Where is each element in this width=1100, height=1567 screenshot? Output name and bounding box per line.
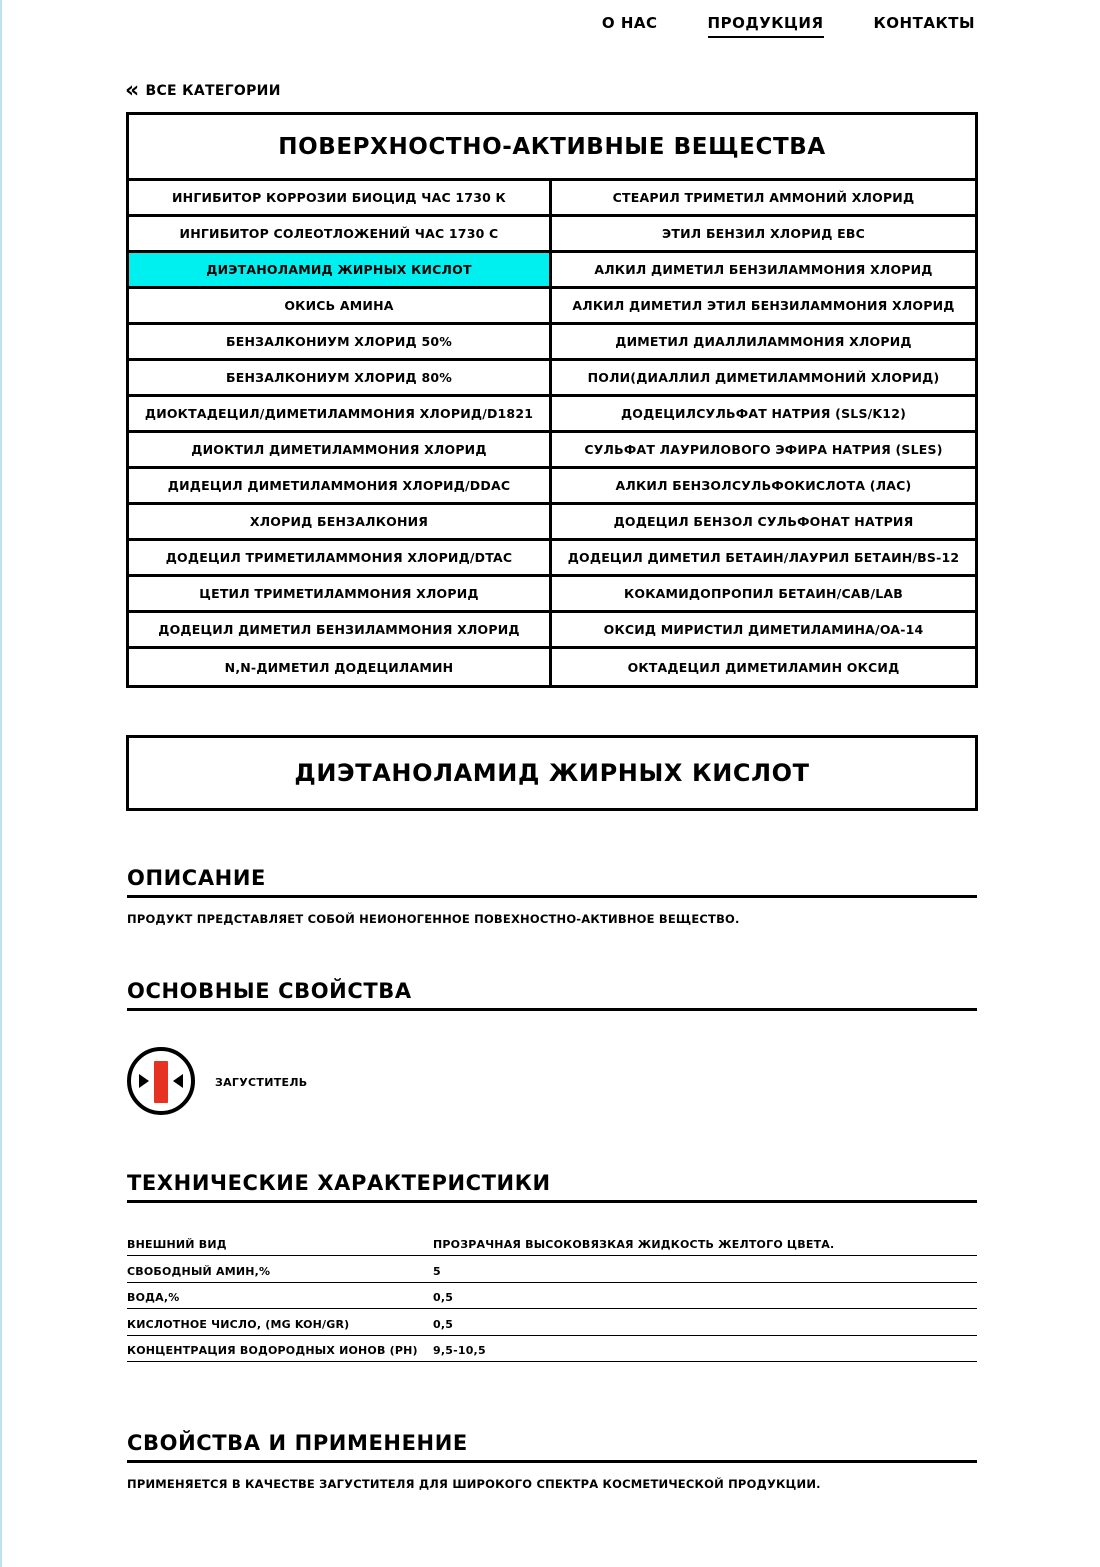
category-item[interactable]: АЛКИЛ ДИМЕТИЛ БЕНЗИЛАММОНИЯ ХЛОРИД xyxy=(552,253,975,289)
properties-section xyxy=(127,979,977,1117)
nav-item-products[interactable]: ПРОДУКЦИЯ xyxy=(708,14,824,38)
category-item[interactable]: ДОДЕЦИЛ ДИМЕТИЛ БЕТАИН/ЛАУРИЛ БЕТАИН/BS-12 xyxy=(552,541,975,577)
usage-heading: СВОЙСТВА И ПРИМЕНЕНИЕ xyxy=(127,1431,977,1463)
spec-key: КОНЦЕНТРАЦИЯ ВОДОРОДНЫХ ИОНОВ (PH) xyxy=(127,1335,433,1362)
nav-item-contacts[interactable]: КОНТАКТЫ xyxy=(873,14,975,32)
spec-key: КИСЛОТНОЕ ЧИСЛО, (MG KOH/GR) xyxy=(127,1309,433,1336)
category-item[interactable]: ДОДЕЦИЛ БЕНЗОЛ СУЛЬФОНАТ НАТРИЯ xyxy=(552,505,975,541)
spec-value: 0,5 xyxy=(433,1309,977,1336)
main-nav xyxy=(602,14,975,38)
double-chevron-left-icon: « xyxy=(125,78,140,103)
category-item[interactable]: ПОЛИ(ДИАЛЛИЛ ДИМЕТИЛАММОНИЙ ХЛОРИД) xyxy=(552,361,975,397)
usage-section xyxy=(127,1431,977,1491)
all-categories-link[interactable] xyxy=(125,78,281,103)
category-item[interactable]: КОКАМИДОПРОПИЛ БЕТАИН/CAB/LAB xyxy=(552,577,975,613)
spec-value: 5 xyxy=(433,1256,977,1283)
category-item[interactable]: ДИМЕТИЛ ДИАЛЛИЛАММОНИЯ ХЛОРИД xyxy=(552,325,975,361)
spec-row xyxy=(127,1282,977,1309)
category-item[interactable]: ЦЕТИЛ ТРИМЕТИЛАММОНИЯ ХЛОРИД xyxy=(129,577,552,613)
usage-text: ПРИМЕНЯЕТСЯ В КАЧЕСТВЕ ЗАГУСТИТЕЛЯ ДЛЯ ШИРОКОГО СПЕКТРА КОСМЕТИЧЕСКОЙ ПРОДУКЦИИ. xyxy=(127,1477,821,1491)
spec-row xyxy=(127,1256,977,1283)
spec-row xyxy=(127,1229,977,1256)
description-text: ПРОДУКТ ПРЕДСТАВЛЯЕТ СОБОЙ НЕИОНОГЕННОЕ ПОВЕХНОСТНО-АКТИВНОЕ ВЕЩЕСТВО. xyxy=(127,912,740,926)
specs-section xyxy=(127,1171,977,1362)
category-item[interactable]: СТЕАРИЛ ТРИМЕТИЛ АММОНИЙ ХЛОРИД xyxy=(552,181,975,217)
category-item[interactable]: СУЛЬФАТ ЛАУРИЛОВОГО ЭФИРА НАТРИЯ (SLES) xyxy=(552,433,975,469)
category-item[interactable]: ДИОКТАДЕЦИЛ/ДИМЕТИЛАММОНИЯ ХЛОРИД/D1821 xyxy=(129,397,552,433)
specs-heading: ТЕХНИЧЕСКИЕ ХАРАКТЕРИСТИКИ xyxy=(127,1171,977,1203)
category-item[interactable]: ИНГИБИТОР СОЛЕОТЛОЖЕНИЙ ЧАС 1730 С xyxy=(129,217,552,253)
category-item[interactable]: ОКТАДЕЦИЛ ДИМЕТИЛАМИН ОКСИД xyxy=(627,659,900,675)
spec-row xyxy=(127,1335,977,1362)
category-item[interactable]: ХЛОРИД БЕНЗАЛКОНИЯ xyxy=(129,505,552,541)
description-section xyxy=(127,866,977,926)
category-item[interactable]: АЛКИЛ ДИМЕТИЛ ЭТИЛ БЕНЗИЛАММОНИЯ ХЛОРИД xyxy=(552,289,975,325)
property-label: ЗАГУСТИТЕЛЬ xyxy=(215,1075,308,1089)
category-item[interactable]: ДИЭТАНОЛАМИД ЖИРНЫХ КИСЛОТ xyxy=(129,253,552,289)
properties-heading: ОСНОВНЫЕ СВОЙСТВА xyxy=(127,979,977,1011)
category-item[interactable]: ДОДЕЦИЛ ДИМЕТИЛ БЕНЗИЛАММОНИЯ ХЛОРИД xyxy=(129,613,552,649)
category-item[interactable]: ДИДЕЦИЛ ДИМЕТИЛАММОНИЯ ХЛОРИД/DDAC xyxy=(129,469,552,505)
category-grid xyxy=(129,181,975,685)
spec-value: 0,5 xyxy=(433,1282,977,1309)
spec-value: ПРОЗРАЧНАЯ ВЫСОКОВЯЗКАЯ ЖИДКОСТЬ ЖЕЛТОГО ЦВЕТА. xyxy=(433,1229,977,1256)
spec-row xyxy=(127,1309,977,1336)
spec-key: ВНЕШНИЙ ВИД xyxy=(127,1229,433,1256)
category-item[interactable]: БЕНЗАЛКОНИУМ ХЛОРИД 50% xyxy=(129,325,552,361)
product-title: ДИЭТАНОЛАМИД ЖИРНЫХ КИСЛОТ xyxy=(126,735,978,811)
category-title: ПОВЕРХНОСТНО-АКТИВНЫЕ ВЕЩЕСТВА xyxy=(129,115,975,181)
category-item[interactable]: ИНГИБИТОР КОРРОЗИИ БИОЦИД ЧАС 1730 К xyxy=(129,181,552,217)
nav-item-about[interactable]: О НАС xyxy=(601,14,658,32)
description-heading: ОПИСАНИЕ xyxy=(127,866,977,898)
spec-key: ВОДА,% xyxy=(127,1282,433,1309)
thickener-icon xyxy=(127,1047,197,1117)
spec-value: 9,5-10,5 xyxy=(433,1335,977,1362)
property-item xyxy=(127,1047,977,1117)
category-item[interactable]: БЕНЗАЛКОНИУМ ХЛОРИД 80% xyxy=(129,361,552,397)
spec-key: СВОБОДНЫЙ АМИН,% xyxy=(127,1256,433,1283)
category-item[interactable]: ЭТИЛ БЕНЗИЛ ХЛОРИД EBC xyxy=(552,217,975,253)
category-item[interactable]: N,N-ДИМЕТИЛ ДОДЕЦИЛАМИН xyxy=(129,649,552,685)
category-item[interactable]: ДИОКТИЛ ДИМЕТИЛАММОНИЯ ХЛОРИД xyxy=(129,433,552,469)
category-panel xyxy=(126,112,978,688)
category-item[interactable]: ДОДЕЦИЛ ТРИМЕТИЛАММОНИЯ ХЛОРИД/DTAC xyxy=(129,541,552,577)
all-categories-label: ВСЕ КАТЕГОРИИ xyxy=(145,83,281,99)
category-item[interactable]: ДОДЕЦИЛСУЛЬФАТ НАТРИЯ (SLS/K12) xyxy=(552,397,975,433)
specs-table xyxy=(127,1229,977,1362)
category-item[interactable]: АЛКИЛ БЕНЗОЛСУЛЬФОКИСЛОТА (ЛАС) xyxy=(552,469,975,505)
category-item[interactable]: ОКИСЬ АМИНА xyxy=(129,289,552,325)
category-item[interactable]: ОКСИД МИРИСТИЛ ДИМЕТИЛАМИНА/OA-14 xyxy=(552,613,975,649)
